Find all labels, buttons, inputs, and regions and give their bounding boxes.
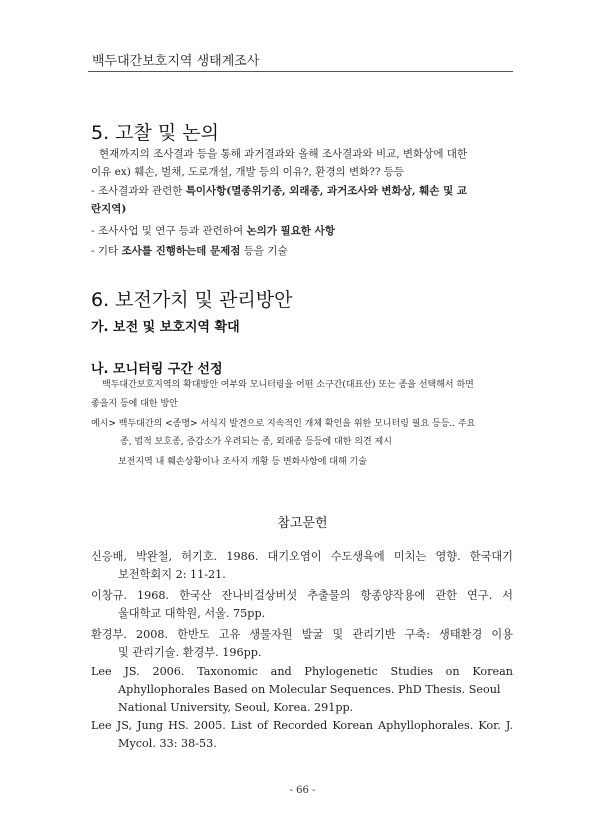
- section-6-line-2: 좋을지 등에 대한 방안: [91, 399, 178, 409]
- reference-line: 신응배, 박완철, 허기호. 1986. 대기오염이 수도생육에 미치는 영향. 한국대기: [91, 550, 513, 563]
- running-header: 백두대간보호지역 생태계조사: [92, 54, 260, 69]
- reference-item: [91, 663, 513, 717]
- reference-item: [91, 548, 513, 584]
- section-6-line-4: 종, 법적 보호종, 증감소가 우려되는 종, 외래종 등등에 대한 의견 제시: [120, 437, 392, 447]
- bullet-2-text: - 조사사업 및 연구 등과 관련하여: [91, 225, 247, 237]
- section-6-line-3: 예시> 백두대간의 <종명> 서식지 발견으로 지속적인 개체 확인을 위한 모니터링 필요 등등.. 주요: [91, 419, 476, 429]
- reference-line-cont: 울대학교 대학원, 서울. 75pp.: [118, 607, 266, 620]
- bullet-3-text: - 기타: [91, 245, 122, 257]
- subsection-a-heading: 가. 보전 및 보호지역 확대: [91, 320, 240, 335]
- section-5-bullet-1: [91, 183, 516, 199]
- subsection-b-heading: 나. 모니터링 구간 선정: [91, 362, 223, 377]
- reference-line: Lee JS. 2006. Taxonomic and Phylogenetic Studies on Korean: [91, 665, 513, 678]
- bullet-1-bold-cont: 란지역): [91, 203, 127, 215]
- reference-item: [91, 587, 513, 623]
- references-title: 참고문헌: [277, 516, 328, 531]
- reference-item: [91, 717, 513, 753]
- bullet-1-bold: 특이사항(멸종위기종, 외래종, 과거조사와 변화상, 훼손 및 교: [185, 185, 468, 197]
- reference-line-cont: 보전학회지 2: 11-21.: [118, 568, 226, 581]
- reference-line-cont: Mycol. 33: 38-53.: [118, 737, 217, 750]
- reference-item: [91, 626, 513, 662]
- bullet-1-text: - 조사결과와 관련한: [91, 185, 186, 197]
- bullet-3-bold: 조사를 진행하는데 문제점: [121, 245, 241, 257]
- section-6-heading: 6. 보전가치 및 관리방안: [91, 289, 293, 311]
- reference-line-cont: Aphyllophorales Based on Molecular Sequences. PhD Thesis. Seoul: [118, 683, 501, 696]
- section-5-para-line-2: 이유 ex) 훼손, 벌채, 도로개설, 개발 등의 이유?, 환경의 변화?? 등등: [91, 166, 405, 178]
- reference-line: Lee JS, Jung HS. 2005. List of Recorded Korean Aphyllophorales. Kor. J.: [91, 719, 513, 732]
- page-number: - 66 -: [289, 785, 316, 796]
- section-5-bullet-3: [91, 243, 516, 259]
- section-6-line-5: 보전지역 내 훼손상황이나 조사지 개황 등 변화사항에 대해 기술: [118, 457, 367, 467]
- reference-line-cont: National University, Seoul, Korea. 291pp.: [118, 701, 354, 714]
- header-rule: [88, 71, 513, 72]
- section-6-line-1: 백두대간보호지역의 확대방안 여부와 모니터링을 어떤 소구간(대표산) 또는 종을 선택해서 하면: [102, 380, 474, 390]
- section-5-para-line-1: 현재까지의 조사결과 등을 통해 과거결과와 올해 조사결과와 비교, 변화상에 대한: [99, 148, 468, 160]
- section-5-bullet-1-cont: [91, 201, 516, 217]
- section-5-heading: 5. 고찰 및 논의: [91, 122, 220, 144]
- reference-line: 환경부. 2008. 한반도 고유 생물자원 발굴 및 관리기반 구축: 생태환경 이용: [91, 628, 513, 641]
- section-5-bullet-2: [91, 223, 516, 239]
- reference-line-cont: 및 관리기술. 환경부. 196pp.: [118, 646, 262, 659]
- reference-line: 이창규. 1968. 한국산 잔나비걸상버섯 추출물의 항종양작용에 관한 연구. 서: [91, 589, 513, 602]
- bullet-3-text-post: 등을 기술: [240, 245, 288, 257]
- bullet-2-bold: 논의가 필요한 사항: [246, 225, 335, 237]
